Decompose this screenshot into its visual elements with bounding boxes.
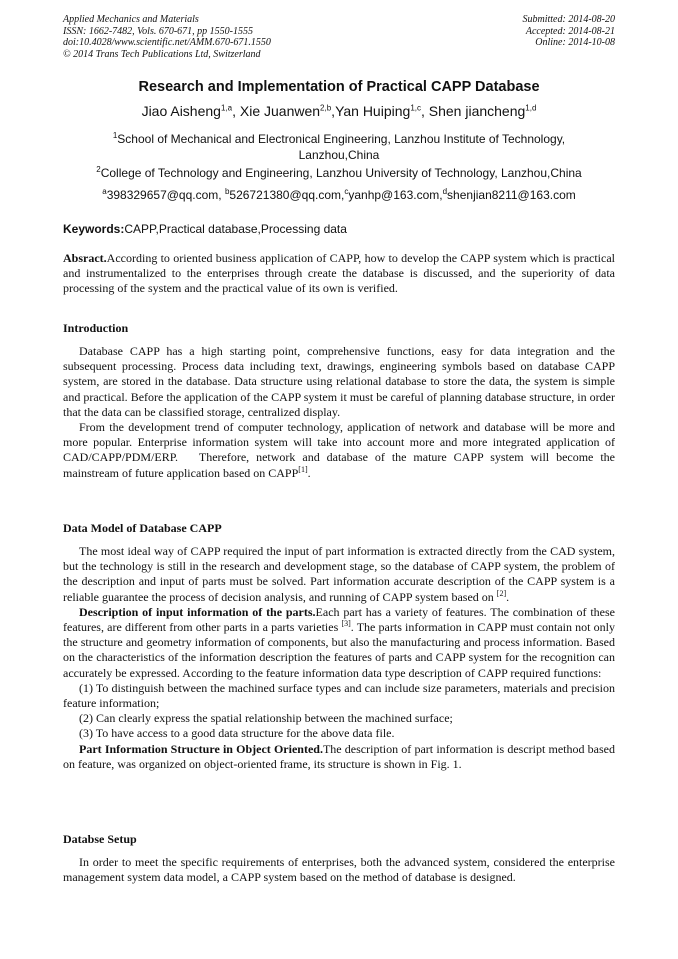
author-name: Yan Huiping <box>335 103 411 119</box>
keywords <box>63 222 615 236</box>
database-setup-body <box>63 855 615 885</box>
section-heading-database-setup: Databse Setup <box>63 832 137 846</box>
affiliation-1: $^1$School of Mechanical and Electronical Engineering, Lanzhou Institute of Technology, Lanzhou,China <box>112 131 566 162</box>
paragraph: From the development trend of computer technology, application of network and database will be more and more popular. Enterprise information system will take into account more and more integrated application of CAD/CAPP/PDM/ERP. Therefore, network and database of the mature CAPP system will become the mainstream of future application based on CAPP[1]. <box>63 420 615 480</box>
keywords-text: CAPP,Practical database,Processing data <box>124 222 347 236</box>
journal-name: Applied Mechanics and Materials <box>63 14 199 25</box>
citation[interactable]: [1] <box>298 464 308 474</box>
journal-header-left <box>63 14 271 60</box>
author-name: Xie Juanwen <box>239 103 321 119</box>
subsection-label: Part Information Structure in Object Oriented. <box>79 741 323 756</box>
email-link[interactable]: shenjian8211@163.com <box>447 188 576 202</box>
citation[interactable]: [2] <box>496 588 507 598</box>
affiliation-2: $^2$College of Technology and Engineering, Lanzhou University of Technology, Lanzhou,China <box>96 165 582 180</box>
journal-doi: doi:10.4028/www.scientific.net/AMM.670-671.1550 <box>63 37 271 48</box>
paragraph: In order to meet the specific requirements of enterprises, both the advanced system, considered the enterprise management system data model, a CAPP system based on the method of database is designed. <box>63 855 615 885</box>
paragraph: The most ideal way of CAPP required the input of part information is extracted directly from the CAD system, but the technology is still in the research and development stage, so the database of CAPP system, the problem of the description and input of parts must be solved. Part information accurate description of the CAPP system is a reliable guarantee the process of decision analysis, and running of CAPP system based on [2]. <box>63 544 615 604</box>
author-list: Jiao Aisheng$^{1,a}$, Xie Juanwen$^{2,b}$,Yan Huiping$^{1,c}$, Shen jiancheng$^{1,d}$ <box>141 103 537 119</box>
online-date: Online: 2014-10-08 <box>535 37 615 48</box>
accepted-date: Accepted: 2014-08-21 <box>525 25 615 37</box>
submitted-date: Submitted: 2014-08-20 <box>522 14 615 25</box>
list-item: (1) To distinguish between the machined surface types and can include size parameters, materials and precision feature information; <box>63 680 615 711</box>
journal-header-right <box>523 14 616 49</box>
citation[interactable]: [3] <box>341 619 351 629</box>
list-item: (3) To have access to a good data structure for the above data file. <box>79 726 395 741</box>
email-link[interactable]: 526721380@qq.com, <box>229 188 345 202</box>
author-name: Jiao Aisheng <box>141 103 221 119</box>
author-affiliation-mark: 1,c <box>410 103 421 113</box>
email-link[interactable]: yanhp@163.com, <box>348 188 443 202</box>
author-affiliation-mark: 1,a <box>220 103 233 113</box>
email-link[interactable]: 398329657@qq.com, <box>106 188 225 202</box>
paragraph: Database CAPP has a high starting point, comprehensive functions, easy for data integration and the subsequent processing. Process data including text, drawings, engineering symbols based on database CAPP system, are stored in the database. Data structure using relational database to store the data, the system is simple and practical. Before the application of the CAPP system it must be careful of planning database structure, in order that the data can be classified storage, centralized display. <box>63 344 615 419</box>
abstract <box>63 251 615 297</box>
author-affiliation-mark: 1,d <box>525 103 537 113</box>
journal-issn: ISSN: 1662-7482, Vols. 670-671, pp 1550-1555 <box>63 25 253 37</box>
data-model-body <box>63 544 615 772</box>
section-heading-data-model: Data Model of Database CAPP <box>63 521 222 535</box>
abstract-label: Absract. <box>63 251 107 265</box>
author-name: Shen jiancheng <box>428 103 526 119</box>
paper-title: Research and Implementation of Practical CAPP Database <box>138 79 540 95</box>
journal-copyright: © 2014 Trans Tech Publications Ltd, Switzerland <box>63 48 261 60</box>
introduction-body <box>63 344 615 481</box>
paragraph: Description of input information of the parts.Each part has a variety of features. The combination of these features, are different from other parts in a parts varieties [3]. The parts information in CAPP must contain not only the structure and geometry information of components, but also the manufacturing and process information. Based on the characteristics of the information description the features of parts and CAPP system for the recognition can accurately be expressed. According to the feature information data type description of CAPP required functions: <box>63 604 616 680</box>
abstract-text: According to oriented business application of CAPP, how to develop the CAPP system which is practical and instrumentalized to the enterprises through create the database is discussed, and the superiority of data processing of the system and the practical value of its own is verified. <box>63 251 615 296</box>
author-emails: $^a$398329657@qq.com, $^b$526721380@qq.com,$^c$yanhp@163.com,$^d$shenjian8211@163.com <box>102 187 576 202</box>
section-heading-introduction: Introduction <box>63 321 129 335</box>
keywords-label: Keywords: <box>63 222 125 236</box>
author-affiliation-mark: 2,b <box>320 103 332 113</box>
list-item: (2) Can clearly express the spatial relationship between the machined surface; <box>79 711 453 726</box>
paragraph: Part Information Structure in Object Oriented.The description of part information is descript method based on feature, was organized on object-oriented frame, its structure is shown in Fig. 1. <box>63 741 615 771</box>
subsection-label: Description of input information of the parts. <box>79 604 316 619</box>
